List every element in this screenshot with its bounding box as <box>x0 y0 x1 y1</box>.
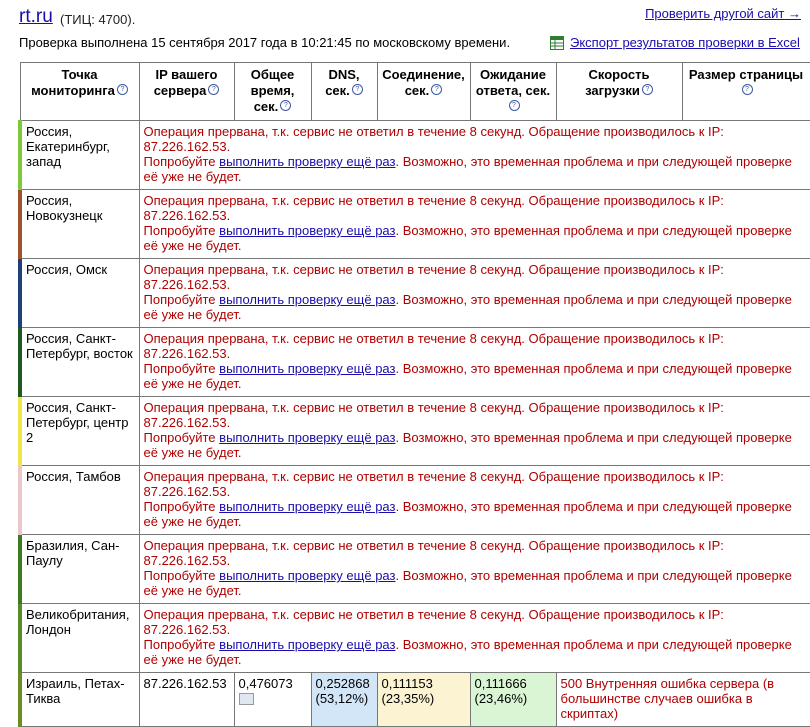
table-row <box>20 397 810 466</box>
error-try: Попробуйте <box>143 499 220 514</box>
error-text: Операция прервана, т.к. сервис не ответил в течение 8 секунд. Обращение производилось к IP: <box>143 262 724 277</box>
error-ip: 87.226.162.53. <box>143 346 231 361</box>
table-header-row <box>20 63 810 121</box>
error-text: Операция прервана, т.к. сервис не ответил в течение 8 секунд. Обращение производилось к IP: <box>143 469 724 484</box>
error-tail: . Возможно, это временная проблема и при следующей проверке её уже не будет. <box>143 154 792 184</box>
table-row <box>20 328 810 397</box>
server-error-cell: 500 Внутренняя ошибка сервера (в большинстве случаев ошибка в скриптах) <box>556 673 810 727</box>
error-tail: . Возможно, это временная проблема и при следующей проверке её уже не будет. <box>143 361 792 391</box>
dns-cell: 0,252868 (53,12%) <box>311 673 377 727</box>
help-icon[interactable]: ? <box>352 84 363 95</box>
help-icon[interactable]: ? <box>742 84 753 95</box>
location-cell: Бразилия, Сан-Паулу <box>20 535 139 604</box>
check-info: Проверка выполнена 15 сентября 2017 года в 10:21:45 по московскому времени. <box>19 35 511 50</box>
retry-link[interactable]: выполнить проверку ещё раз <box>219 292 396 307</box>
location-cell: Россия, Новокузнецк <box>20 190 139 259</box>
error-message-cell <box>139 328 810 397</box>
error-message-cell <box>139 535 810 604</box>
error-text: Операция прервана, т.к. сервис не ответил в течение 8 секунд. Обращение производилось к IP: <box>143 538 724 553</box>
location-cell: Россия, Санкт-Петербург, центр 2 <box>20 397 139 466</box>
excel-icon <box>550 36 564 50</box>
retry-link[interactable]: выполнить проверку ещё раз <box>219 568 396 583</box>
error-tail: . Возможно, это временная проблема и при следующей проверке её уже не будет. <box>143 430 792 460</box>
col-dns: DNS, сек. ? <box>311 63 377 121</box>
error-try: Попробуйте <box>143 430 220 445</box>
col-size: Размер страницы ? <box>682 63 810 121</box>
total-time-cell: 0,476073 <box>234 673 311 727</box>
error-try: Попробуйте <box>143 361 220 376</box>
error-ip: 87.226.162.53. <box>143 553 231 568</box>
col-speed: Скорость загрузки ? <box>556 63 682 121</box>
tic-value: (ТИЦ: 4700). <box>60 12 136 27</box>
help-icon[interactable]: ? <box>509 100 520 111</box>
col-total-time: Общее время, сек. ? <box>234 63 311 121</box>
error-ip: 87.226.162.53. <box>143 484 231 499</box>
error-ip: 87.226.162.53. <box>143 139 231 154</box>
error-ip: 87.226.162.53. <box>143 622 231 637</box>
help-icon[interactable]: ? <box>280 100 291 111</box>
error-message-cell <box>139 190 810 259</box>
error-ip: 87.226.162.53. <box>143 415 231 430</box>
col-connection: Соединение, сек. ? <box>377 63 470 121</box>
chart-icon[interactable] <box>239 693 254 705</box>
error-try: Попробуйте <box>143 568 220 583</box>
retry-link[interactable]: выполнить проверку ещё раз <box>219 430 396 445</box>
error-try: Попробуйте <box>143 154 220 169</box>
retry-link[interactable]: выполнить проверку ещё раз <box>219 499 396 514</box>
table-row <box>20 259 810 328</box>
help-icon[interactable]: ? <box>431 84 442 95</box>
location-cell: Россия, Санкт-Петербург, восток <box>20 328 139 397</box>
help-icon[interactable]: ? <box>642 84 653 95</box>
table-row <box>20 673 810 727</box>
error-tail: . Возможно, это временная проблема и при следующей проверке её уже не будет. <box>143 637 792 667</box>
table-row <box>20 121 810 190</box>
error-text: Операция прервана, т.к. сервис не ответил в течение 8 секунд. Обращение производилось к IP: <box>143 607 724 622</box>
error-tail: . Возможно, это временная проблема и при следующей проверке её уже не будет. <box>143 499 792 529</box>
check-other-site-link[interactable]: Проверить другой сайт → <box>645 6 801 21</box>
error-try: Попробуйте <box>143 637 220 652</box>
error-try: Попробуйте <box>143 292 220 307</box>
retry-link[interactable]: выполнить проверку ещё раз <box>219 223 396 238</box>
error-message-cell <box>139 121 810 190</box>
location-cell: Великобритания, Лондон <box>20 604 139 673</box>
location-cell: Россия, Екатеринбург, запад <box>20 121 139 190</box>
ip-cell: 87.226.162.53 <box>139 673 234 727</box>
excel-export[interactable] <box>550 35 800 50</box>
error-tail: . Возможно, это временная проблема и при следующей проверке её уже не будет. <box>143 223 792 253</box>
error-message-cell <box>139 397 810 466</box>
error-try: Попробуйте <box>143 223 220 238</box>
results-table <box>18 62 810 727</box>
error-text: Операция прервана, т.к. сервис не ответил в течение 8 секунд. Обращение производилось к IP: <box>143 193 724 208</box>
excel-export-link[interactable]: Экспорт результатов проверки в Excel <box>570 35 800 50</box>
table-row <box>20 604 810 673</box>
error-text: Операция прервана, т.к. сервис не ответил в течение 8 секунд. Обращение производилось к IP: <box>143 331 724 346</box>
col-location: Точка мониторинга ? <box>20 63 139 121</box>
col-wait: Ожидание ответа, сек. ? <box>470 63 556 121</box>
retry-link[interactable]: выполнить проверку ещё раз <box>219 361 396 376</box>
error-message-cell <box>139 604 810 673</box>
table-row <box>20 466 810 535</box>
retry-link[interactable]: выполнить проверку ещё раз <box>219 637 396 652</box>
error-ip: 87.226.162.53. <box>143 208 231 223</box>
location-cell: Россия, Омск <box>20 259 139 328</box>
error-text: Операция прервана, т.к. сервис не ответил в течение 8 секунд. Обращение производилось к IP: <box>143 124 724 139</box>
location-cell: Россия, Тамбов <box>20 466 139 535</box>
error-tail: . Возможно, это временная проблема и при следующей проверке её уже не будет. <box>143 292 792 322</box>
help-icon[interactable]: ? <box>208 84 219 95</box>
error-text: Операция прервана, т.к. сервис не ответил в течение 8 секунд. Обращение производилось к IP: <box>143 400 724 415</box>
location-cell: Израиль, Петах-Тиква <box>20 673 139 727</box>
table-row <box>20 190 810 259</box>
col-ip: IP вашего сервера ? <box>139 63 234 121</box>
error-ip: 87.226.162.53. <box>143 277 231 292</box>
retry-link[interactable]: выполнить проверку ещё раз <box>219 154 396 169</box>
table-row <box>20 535 810 604</box>
help-icon[interactable]: ? <box>117 84 128 95</box>
site-link[interactable]: rt.ru <box>19 6 53 27</box>
wait-cell: 0,111666 (23,46%) <box>470 673 556 727</box>
error-message-cell <box>139 259 810 328</box>
error-message-cell <box>139 466 810 535</box>
error-tail: . Возможно, это временная проблема и при следующей проверке её уже не будет. <box>143 568 792 598</box>
connection-cell: 0,111153 (23,35%) <box>377 673 470 727</box>
